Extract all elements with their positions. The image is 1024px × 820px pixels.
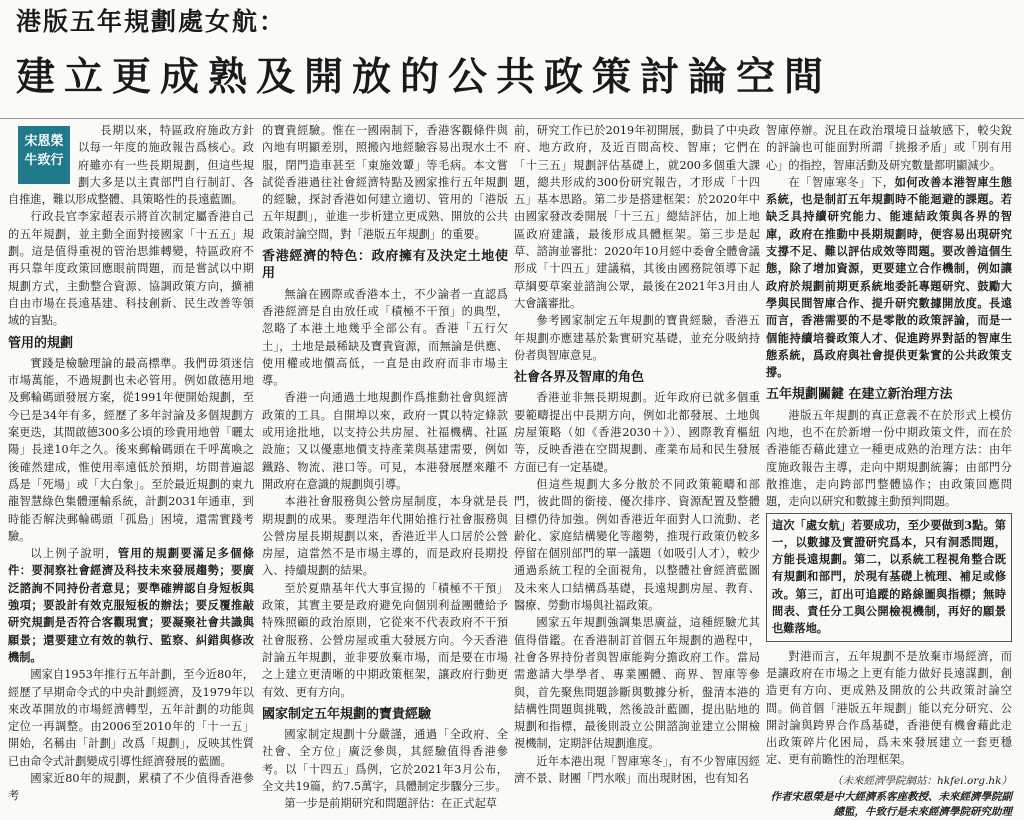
paragraph: 對港而言，五年規劃不是放棄市場經濟，而是讓政府在市場之上更有能力做好長遠謀劃，創造更有方向、更成熟及開放的公共政策討論空間。倘首個「港版五年規劃」能以充分研究、公開討論與跨界合作爲基礎，香港便有機會藉此走出政策碎片化困局，爲未來發展建立一套更穩定、更有前瞻性的治理框架。 bbox=[766, 649, 1012, 767]
paragraph: 至於夏鼎基年代大事宣揚的「積極不干預」政策，其實主要是政府避免向個別利益團體給予特殊照顧的政治原則，它從來不代表政府不干預社會服務、公營房屋或重大發展方向。今天香港討論五年規劃，並非要放棄市場，而是要在市場之上建立更清晰的中期政策框架，讓政府行動更有效、更有方向。 bbox=[262, 581, 508, 699]
highlight-box bbox=[766, 513, 1012, 642]
paragraph-lead: 在「智庫寒冬」下， bbox=[788, 175, 895, 189]
paragraph: 實踐是檢驗理論的最高標準。我們毋須迷信市場萬能，不過規劃也未必管用。例如啟德用地及郵輪碼頭發展方案，從1991年便開始規劃，至今已是34年有多，經歷了多年討論及多個規劃方案更迭，其間啟德300多公頃的珍貴用地曾「曬太陽」長達10年之久。後來郵輪碼頭在千呼萬喚之後確然建成，惟使用率遠低於預期，坊間普遍認爲是「死場」或「大白象」。至於最近規劃的東九龍智慧綠色集體運輸系統，計劃2031年通車，到時能否解決郵輪碼頭「孤島」困境，還需實踐考驗。 bbox=[8, 356, 254, 543]
paragraph: 但這些規劃大多分散於不同政策範疇和部門，彼此間的銜接、優次排序、資源配置及整體目標仍待加強。例如香港近年面對人口流動、老齡化、家庭結構變化等趨勢，推現行政策仍較多停留在個別部門的單一議題（如吸引人才），較少通過系統工程的全面視角，以整體社會經濟藍圖及未來人口結構爲基礎，長遠規劃房屋、教育、醫療、勞動市場與社福政策。 bbox=[514, 477, 760, 613]
paragraph: 的寶貴經驗。惟在一國兩制下，香港客觀條件與內地有明顯差別，照搬內地經驗容易出現水土不服，閉門造車甚至「東施效顰」等毛病。本文嘗試從香港過往社會經濟特點及國家推行五年規劃的經驗，探討香港如何建立適切、管用的「港版五年規劃」，並進一步析建立更成熟、開放的公共政策討論空間，對「港版五年規劃」的重要。 bbox=[262, 124, 508, 241]
paragraph: 國家自1953年推行五年計劃，至今近80年，經歷了早期命令式的中央計劃經濟，及1979年以來改革開放的市場經濟轉型，五年計劃的功能與定位一再調整。由2006至2010年的「十一五」開始，名稱由「計劃」改爲「規劃」，反映其性質已由命令式計劃變成引導性經濟發展的藍圖。 bbox=[8, 668, 254, 768]
paragraph: 智庫停辦。況且在政治環境日益敏感下，較尖銳的評論也可能面對所謂「挑撥矛盾」或「別有用心」的指控，智庫活動及研究數量都明顯減少。 bbox=[766, 124, 1012, 172]
column-3 bbox=[514, 122, 760, 785]
author-name-1: 宋恩榮 bbox=[24, 134, 64, 149]
paragraph: 國家五年規劃強調集思廣益，這種經驗尤其值得借鑑。在香港制訂首個五年規劃的過程中，社會各界持份者與智庫能夠分擔政府工作。當局需邀請大學學者、專業團體、商界、智庫等參與，首先聚焦問題診斷與數據分析，盤清本港的結構性問題與挑戰，然後設計藍圖，提出貼地的規劃和指標，最後則設立公開諮詢並建立公開檢視機制，定期評估規劃進度。 bbox=[514, 616, 760, 751]
article-kicker: 港版五年規劃處女航： bbox=[16, 7, 287, 36]
paragraph: 近年本港出現「智庫寒冬」，有不少智庫因經濟不景、財團「門水喉」而出現財困，也有知名 bbox=[514, 754, 760, 785]
paragraph: 第一步是前期研究和問題評估：在正式起草 bbox=[284, 797, 497, 811]
column-4 bbox=[766, 122, 1012, 818]
paragraph: 港版五年規劃的真正意義不在於形式上模仿內地，也不在於新增一份中期政策文件，而在於香港能否藉此建立一種更成熟的治理方法：由年度施政報告主導，走向中期規劃統籌；由部門分散推進，走向跨部門整體協作；由政策回應問題，走向以研究和數據主動預判問題。 bbox=[766, 408, 1012, 509]
paragraph: 國家制定規劃十分嚴謹，通過「全政府、全社會、全方位」廣泛參與，其經驗值得香港參考。以「十四五」爲例，它於2021年3月公布，全文共19篇，約7.5萬字，具體制定步驟分三步。 bbox=[262, 728, 508, 793]
paragraph bbox=[766, 174, 1012, 382]
paragraph: 無論在國際或香港本土，不少論者一直認爲香港經濟是自由放任或「積極不干預」的典型，忽略了本港土地幾乎全部公有。香港「五行欠土」，土地是最稀缺及寶貴資源，而無論是供應、使用權或地價高低，一直是由政府而非市場主導。 bbox=[262, 287, 508, 388]
highlight-text: 這次「處女航」若要成功，至少要做到3點。第一，以數據及實證研究爲本，只有洞悉問題，方能長遠規劃。第二，以系統工程視角整合既有規劃和部門，於現有基礎上梳理、補足或修改。第三，訂出可追蹤的路線圖與指標；無時間表、責任分工與公開檢視機制，再好的願景也難落地。 bbox=[772, 517, 1006, 636]
source-credit: （未來經濟學院網站：hkfei.org.hk） bbox=[832, 774, 1012, 787]
section-heading: 社會各界及智庫的角色 bbox=[514, 370, 645, 386]
paragraph-lead: 以上例子說明， bbox=[30, 547, 118, 561]
section-heading: 香港經濟的特色：政府擁有及決定土地使用 bbox=[262, 249, 508, 282]
section-heading: 管用的規劃 bbox=[8, 335, 74, 351]
author-badge bbox=[18, 126, 70, 184]
paragraph: 國家近80年的規劃，累積了不少值得香港參考 bbox=[8, 771, 254, 803]
bold-text: 如何改善本港智庫生態系統，也是制訂五年規劃時不能迴避的課題。若缺乏具持續研究能力、能連結政策與各界的智庫，政府在推動中長期規劃時，便容易出現研究支撐不足、難以評估成效等問題。要改善這個生態，除了增加資源，更要建立合作機制，例如讓政府於規劃前期更系統地委託專題研究、鼓勵大學與民間智庫合作、提升研究數據開放度。長遠而言，香港需要的不是零散的政策評論，而是一個能持續培養政策人才、促進跨界對話的智庫生態系統，爲政府與社會提供更紮實的公共政策支撐。 bbox=[766, 174, 1012, 380]
column-1 bbox=[8, 122, 254, 803]
paragraph: 行政長官李家超表示將首次制定屬香港自己的五年規劃，並主動全面對接國家「十五五」規劃。這是值得重視的管治思維轉變，特區政府不再只靠年度政策回應眼前問題，而是嘗試以中期規劃方式，主動整合資源、協調政策方向，擴補自由市場在長遠基建、科技創新、民生改善等領域的盲點。 bbox=[8, 210, 254, 328]
paragraph: 香港並非無長期規劃。近年政府已就多個重要範疇提出中長期方向，例如北都發展、土地與房屋策略（如《香港2030＋》）、國際教育樞紐等，反映香港在空間規劃、產業布局和民生發展方面已有一定基礎。 bbox=[514, 391, 760, 474]
paragraph: 參考國家制定五年規劃的寶貴經驗，香港五年規劃亦應建基於紮實研究基礎，並充分吸納持份者與智庫意見。 bbox=[514, 314, 760, 362]
paragraph: 香港一向通過土地規劃作爲推動社會與經濟政策的工具。自開埠以來，政府一貫以特定條款或用途批地，以支持公共房屋、社福機構、社區設施；又以優惠地價支持產業與基建需要，例如鐵路、物流、港口等。可見，本港發展歷來離不開政府在意識的規劃與引導。 bbox=[262, 391, 508, 491]
bold-text: 管用的規劃要滿足多個條件：要洞察社會經濟及科技未來發展趨勢；要廣泛諮詢不同持份者意見；要準確辨認自身短板與強項；要設計有效克服短板的辦法；要反覆推敲研究規劃是否符合客觀現實；要凝聚社會共識與願景；還要建立有效的執行、監察、糾錯與修改機制。 bbox=[8, 546, 254, 664]
header-divider bbox=[0, 118, 1024, 119]
paragraph bbox=[8, 545, 254, 666]
paragraph: 本港社會服務與公營房屋制度，本身就是長期規劃的成果。麥理浩年代開始推行社會服務與公營房屋長期規劃以來，香港近半人口居於公營房屋，這當然不是市場主導的，而是政府長期投入、持續規劃的結果。 bbox=[262, 495, 508, 578]
article-headline: 建立更成熟及開放的公共政策討論空間 bbox=[16, 54, 833, 100]
column-2 bbox=[262, 122, 508, 811]
paragraph: 長期以來，特區政府施政方針以每一年度的施政報告爲核心。政府雖亦有一些長期規劃，但這些規劃大多是以主責部門自行制訂、各自推進，難以形成整體、具策略性的長遠藍圖。 bbox=[8, 124, 254, 207]
paragraph: 前，研究工作已於2019年初開展，動員了中央政府、地方政府，及近百間高校、智庫；它們在「十三五」規劃評估基礎上，就200多個重大課題，總共形成約300份研究報告，才形成「十四五」基本思路。第二步是搭建框架：於2020年中由國家發改委開展「十三五」總結評估，加上地區政府建議，最後形成具體框架。第三步是起草、諮詢並審批：2020年10月經中委會全體會議形成「十四五」建議稿，其後由國務院領導下起草綱要草案並諮詢公眾，最後在2021年3月由人大會議審批。 bbox=[514, 124, 760, 310]
section-heading: 五年規劃關鍵 在建立新治理方法 bbox=[766, 387, 953, 403]
author-footnote: 作者宋恩榮是中大經濟系客座教授、未來經濟學院副總監，牛致行是未來經濟學院研究助理 bbox=[770, 790, 1012, 818]
author-name-2: 牛致行 bbox=[24, 153, 64, 168]
section-heading: 國家制定五年規劃的寶貴經驗 bbox=[262, 706, 432, 722]
